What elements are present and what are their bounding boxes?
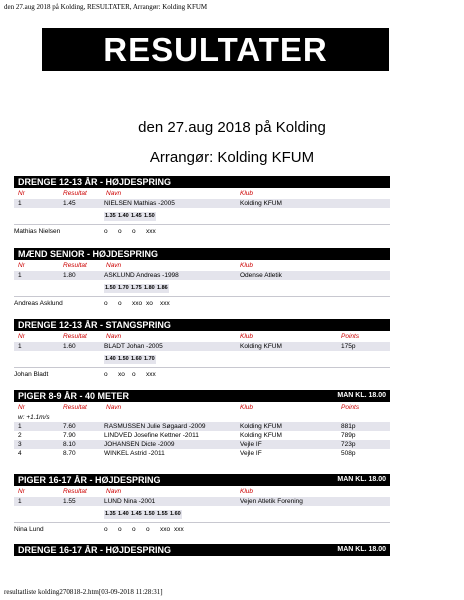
section-title-bar <box>14 474 390 486</box>
result-nr: 1 <box>18 200 22 207</box>
bar-height: 1.55 <box>157 511 168 517</box>
attempt-mark: o <box>118 526 122 533</box>
section-title-bar <box>14 544 390 556</box>
attempt-mark: o <box>132 228 136 235</box>
result-row <box>14 422 390 431</box>
column-header-nr: Nr <box>18 333 25 340</box>
result-klub: Odense Atletik <box>240 272 282 279</box>
result-points: 723p <box>341 441 356 448</box>
column-header-klub: Klub <box>240 488 254 495</box>
bar-height: 1.50 <box>118 356 129 362</box>
section-title: PIGER 8-9 ÅR - 40 METER <box>18 391 130 401</box>
divider-line <box>14 224 390 225</box>
attempt-mark: xxo <box>132 300 143 307</box>
result-navn: ASKLUND Andreas -1998 <box>104 272 179 279</box>
result-navn: NIELSEN Mathias -2005 <box>104 200 175 207</box>
result-klub: Kolding KFUM <box>240 423 282 430</box>
result-row <box>14 199 390 208</box>
column-header-resultat: Resultat <box>63 190 87 197</box>
attempt-mark: o <box>132 526 136 533</box>
column-header-nr: Nr <box>18 488 25 495</box>
column-header-resultat: Resultat <box>63 404 87 411</box>
result-resultat: 8.70 <box>63 450 76 457</box>
bar-height: 1.50 <box>105 285 116 291</box>
result-navn: RASMUSSEN Julie Søgaard -2009 <box>104 423 206 430</box>
column-headers <box>14 488 390 497</box>
wind-reading: w: +1.1m/s <box>18 414 50 421</box>
column-header-nr: Nr <box>18 404 25 411</box>
column-header-points: Points <box>341 333 360 340</box>
attempt-mark: o <box>104 228 108 235</box>
results-banner: RESULTATER <box>42 28 389 71</box>
result-row <box>14 431 390 440</box>
section-title-bar <box>14 176 390 188</box>
attempt-mark: o <box>104 526 108 533</box>
attempts-row <box>14 299 390 308</box>
section-time: MAN KL. 18.00 <box>337 392 386 399</box>
section-title-bar <box>14 248 390 260</box>
result-row <box>14 449 390 458</box>
bar-height: 1.86 <box>157 285 168 291</box>
result-klub: Kolding KFUM <box>240 432 282 439</box>
result-resultat: 1.45 <box>63 200 76 207</box>
athlete-name: Mathias Nielsen <box>14 228 61 235</box>
section-time: MAN KL. 18.00 <box>337 476 386 483</box>
attempt-mark: xxx <box>160 300 170 307</box>
bar-height: 1.40 <box>118 213 129 219</box>
column-header-klub: Klub <box>240 333 254 340</box>
result-navn: LUND Nina -2001 <box>104 498 156 505</box>
bar-height: 1.40 <box>118 511 129 517</box>
result-klub: Kolding KFUM <box>240 200 282 207</box>
result-navn: JOHANSEN Dicte -2009 <box>104 441 175 448</box>
result-resultat: 8.10 <box>63 441 76 448</box>
column-header-klub: Klub <box>240 262 254 269</box>
attempt-mark: o <box>146 526 150 533</box>
bar-height: 1.50 <box>144 213 155 219</box>
result-klub: Vejle IF <box>240 450 262 457</box>
column-header-resultat: Resultat <box>63 488 87 495</box>
column-header-navn: Navn <box>106 333 122 340</box>
column-headers <box>14 262 390 271</box>
result-resultat: 1.55 <box>63 498 76 505</box>
result-nr: 2 <box>18 432 22 439</box>
column-header-navn: Navn <box>106 262 122 269</box>
attempt-mark: xxx <box>146 228 156 235</box>
result-resultat: 1.60 <box>63 343 76 350</box>
result-nr: 1 <box>18 423 22 430</box>
result-row <box>14 440 390 449</box>
result-section <box>14 474 390 534</box>
column-header-klub: Klub <box>240 190 254 197</box>
athlete-name: Andreas Asklund <box>14 300 63 307</box>
bar-height: 1.60 <box>170 511 181 517</box>
result-row <box>14 497 390 506</box>
height-progression <box>14 284 390 293</box>
section-title-bar <box>14 319 390 331</box>
meet-organizer: Arrangør: Kolding KFUM <box>149 149 315 166</box>
attempt-mark: o <box>104 300 108 307</box>
result-section <box>14 390 390 458</box>
column-header-nr: Nr <box>18 190 25 197</box>
result-points: 789p <box>341 432 356 439</box>
section-title-bar <box>14 390 390 402</box>
section-title: DRENGE 16-17 ÅR - HØJDESPRING <box>18 545 172 555</box>
result-nr: 4 <box>18 450 22 457</box>
attempts-row <box>14 525 390 534</box>
result-nr: 1 <box>18 272 22 279</box>
result-row <box>14 342 390 351</box>
attempt-mark: o <box>118 300 122 307</box>
result-section <box>14 248 390 308</box>
athlete-name: Nina Lund <box>14 526 44 533</box>
height-progression <box>14 212 390 221</box>
result-navn: WINKEL Astrid -2011 <box>104 450 165 457</box>
result-section <box>14 319 390 379</box>
column-header-navn: Navn <box>106 404 122 411</box>
attempt-mark: xxx <box>146 371 156 378</box>
column-header-klub: Klub <box>240 404 254 411</box>
bar-height: 1.60 <box>131 356 142 362</box>
meet-date: den 27.aug 2018 på Kolding <box>138 119 326 136</box>
bar-height: 1.40 <box>105 356 116 362</box>
print-footer: resultatliste kolding270818-2.htm[03-09-2018 11:28:31] <box>4 588 163 596</box>
result-resultat: 1.80 <box>63 272 76 279</box>
athlete-name: Johan Bladt <box>14 371 49 378</box>
column-headers <box>14 333 390 342</box>
bar-height: 1.35 <box>105 511 116 517</box>
attempt-mark: o <box>118 228 122 235</box>
divider-line <box>14 522 390 523</box>
result-resultat: 7.90 <box>63 432 76 439</box>
column-header-resultat: Resultat <box>63 262 87 269</box>
height-progression <box>14 355 390 364</box>
section-time: MAN KL. 18.00 <box>337 546 386 553</box>
column-header-points: Points <box>341 404 360 411</box>
height-progression <box>14 510 390 519</box>
column-header-navn: Navn <box>106 190 122 197</box>
result-klub: Kolding KFUM <box>240 343 282 350</box>
result-nr: 3 <box>18 441 22 448</box>
attempts-row <box>14 370 390 379</box>
result-nr: 1 <box>18 343 22 350</box>
bar-height: 1.35 <box>105 213 116 219</box>
column-header-navn: Navn <box>106 488 122 495</box>
attempt-mark: xo <box>118 371 125 378</box>
result-nr: 1 <box>18 498 22 505</box>
result-points: 881p <box>341 423 356 430</box>
section-title: MÆND SENIOR - HØJDESPRING <box>18 249 159 259</box>
attempt-mark: o <box>132 371 136 378</box>
result-points: 175p <box>341 343 356 350</box>
attempt-mark: xxx <box>174 526 184 533</box>
section-title: DRENGE 12-13 ÅR - HØJDESPRING <box>18 177 172 187</box>
bar-height: 1.80 <box>144 285 155 291</box>
result-points: 508p <box>341 450 356 457</box>
result-navn: BLADT Johan -2005 <box>104 343 163 350</box>
result-resultat: 7.60 <box>63 423 76 430</box>
section-title: DRENGE 12-13 ÅR - STANGSPRING <box>18 320 171 330</box>
result-row <box>14 271 390 280</box>
attempt-mark: xxo <box>160 526 171 533</box>
result-klub: Vejle IF <box>240 441 262 448</box>
result-section <box>14 544 390 556</box>
attempt-mark: o <box>104 371 108 378</box>
result-section <box>14 176 390 236</box>
divider-line <box>14 296 390 297</box>
column-header-nr: Nr <box>18 262 25 269</box>
attempts-row <box>14 227 390 236</box>
bar-height: 1.70 <box>118 285 129 291</box>
column-header-resultat: Resultat <box>63 333 87 340</box>
result-navn: LINDVED Josefine Kettner -2011 <box>104 432 199 439</box>
column-headers <box>14 190 390 199</box>
divider-line <box>14 367 390 368</box>
bar-height: 1.50 <box>144 511 155 517</box>
print-header: den 27.aug 2018 på Kolding, RESULTATER, Arrangør: Kolding KFUM <box>4 3 208 11</box>
result-klub: Vejen Atletik Forening <box>240 498 303 505</box>
column-headers <box>14 404 390 413</box>
bar-height: 1.45 <box>131 213 142 219</box>
section-title: PIGER 16-17 ÅR - HØJDESPRING <box>18 475 161 485</box>
bar-height: 1.75 <box>131 285 142 291</box>
bar-height: 1.45 <box>131 511 142 517</box>
attempt-mark: xo <box>146 300 153 307</box>
bar-height: 1.70 <box>144 356 155 362</box>
